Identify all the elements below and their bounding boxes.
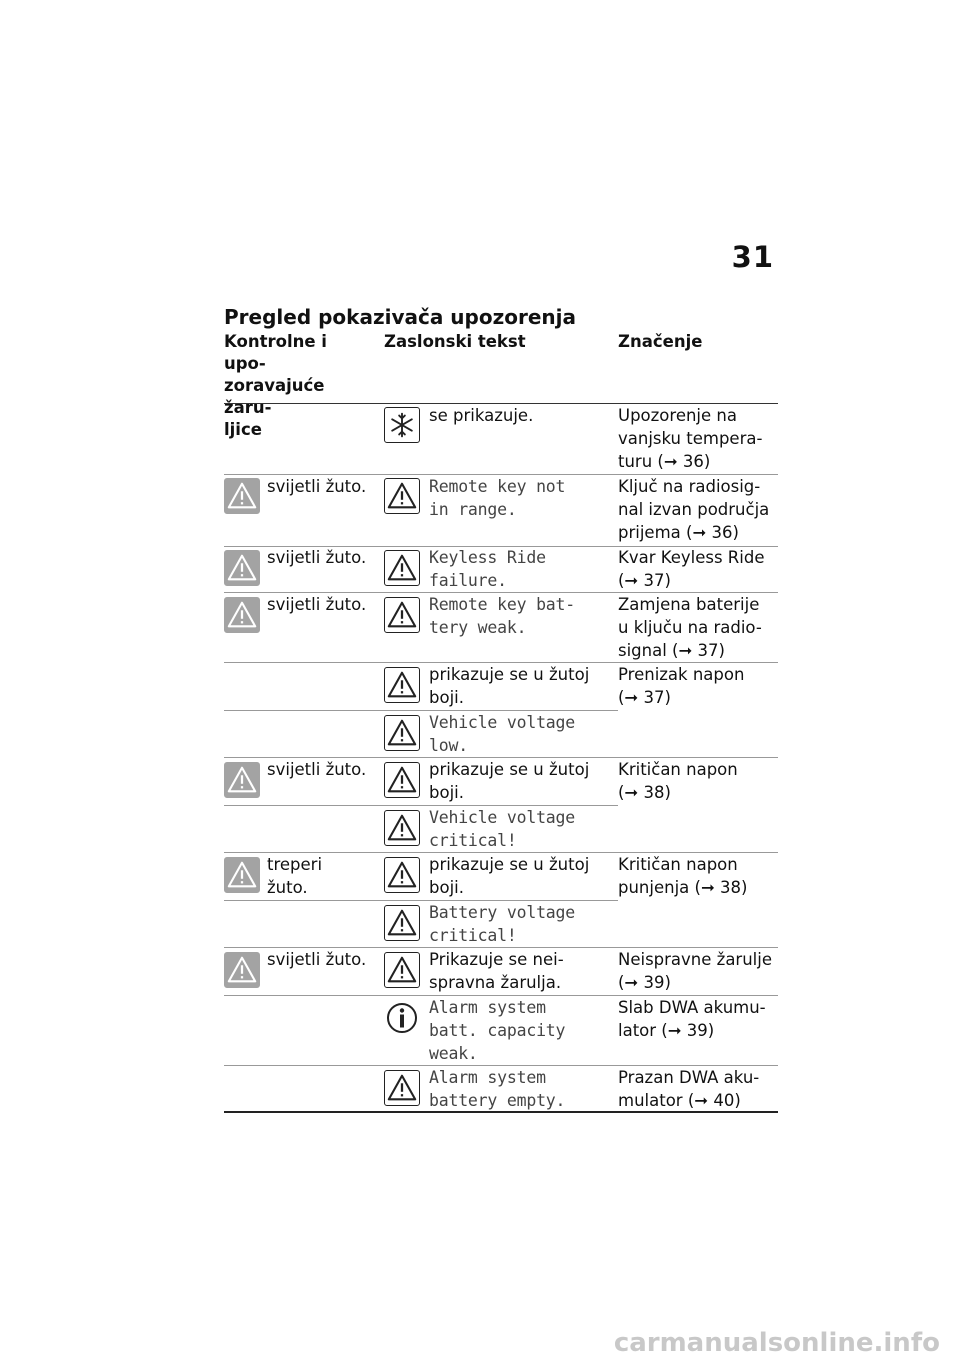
header-display-text: Zaslonski tekst (384, 332, 526, 351)
meaning-text: Zamjena baterije u ključu na radio- signal (➞ 37) (618, 595, 762, 660)
meaning-text: Slab DWA akumu- lator (➞ 39) (618, 998, 766, 1040)
warning-triangle-icon (224, 478, 260, 514)
meaning-text: Prazan DWA aku- mulator (➞ 40) (618, 1068, 760, 1110)
lamp-text: treperi žuto. (267, 855, 323, 897)
lamp-text: svijetli žuto. (267, 760, 367, 779)
meaning-text: Kvar Keyless Ride (➞ 37) (618, 548, 765, 590)
header-meaning: Značenje (618, 332, 703, 351)
lamp-text: svijetli žuto. (267, 595, 367, 614)
warning-triangle-icon (384, 715, 420, 751)
display-text: prikazuje se u žutoj boji. (429, 760, 590, 802)
warning-triangle-icon (384, 905, 420, 941)
meaning-text: Prenizak napon (➞ 37) (618, 665, 745, 707)
display-text: Remote key bat- tery weak. (429, 595, 576, 637)
warning-triangle-icon (384, 1070, 420, 1106)
display-text: prikazuje se u žutoj boji. (429, 855, 590, 897)
warning-triangle-icon (384, 597, 420, 633)
info-icon (384, 1000, 420, 1036)
warning-triangle-icon (384, 857, 420, 893)
warning-triangle-icon (224, 952, 260, 988)
warning-triangle-icon (224, 762, 260, 798)
display-text: Alarm system batt. capacity weak. (429, 998, 566, 1063)
lamp-text: svijetli žuto. (267, 548, 367, 567)
warning-triangle-icon (224, 857, 260, 893)
display-text: Keyless Ride failure. (429, 548, 546, 590)
warning-triangle-icon (224, 550, 260, 586)
display-text: Remote key not in range. (429, 477, 566, 519)
warning-triangle-icon (224, 597, 260, 633)
display-text: se prikazuje. (429, 406, 534, 425)
header-lamps: Kontrolne i upo- zoravajuće žaru- ljice (224, 332, 327, 439)
watermark: carmanualsonline.info (613, 1328, 940, 1358)
lamp-text: svijetli žuto. (267, 950, 367, 969)
display-text: prikazuje se u žutoj boji. (429, 665, 590, 707)
warning-triangle-icon (384, 550, 420, 586)
meaning-text: Upozorenje na vanjsku tempera- turu (➞ 36) (618, 406, 763, 471)
display-text: Vehicle voltage critical! (429, 808, 576, 850)
page-number: 31 (731, 240, 774, 274)
display-text: Vehicle voltage low. (429, 713, 576, 755)
display-text: Prikazuje se nei- spravna žarulja. (429, 950, 564, 992)
meaning-text: Kritičan napon punjenja (➞ 38) (618, 855, 748, 897)
warning-triangle-icon (384, 478, 420, 514)
warning-triangle-icon (384, 667, 420, 703)
section-title: Pregled pokazivača upozorenja (224, 305, 576, 329)
snowflake-icon (384, 407, 420, 443)
warning-triangle-icon (384, 810, 420, 846)
meaning-text: Neispravne žarulje (➞ 39) (618, 950, 772, 992)
warning-triangle-icon (384, 762, 420, 798)
meaning-text: Kritičan napon (➞ 38) (618, 760, 738, 802)
display-text: Battery voltage critical! (429, 903, 576, 945)
warning-triangle-icon (384, 952, 420, 988)
lamp-text: svijetli žuto. (267, 477, 367, 496)
display-text: Alarm system battery empty. (429, 1068, 566, 1110)
meaning-text: Ključ na radiosig- nal izvan područja prijema (➞ 36) (618, 477, 770, 542)
